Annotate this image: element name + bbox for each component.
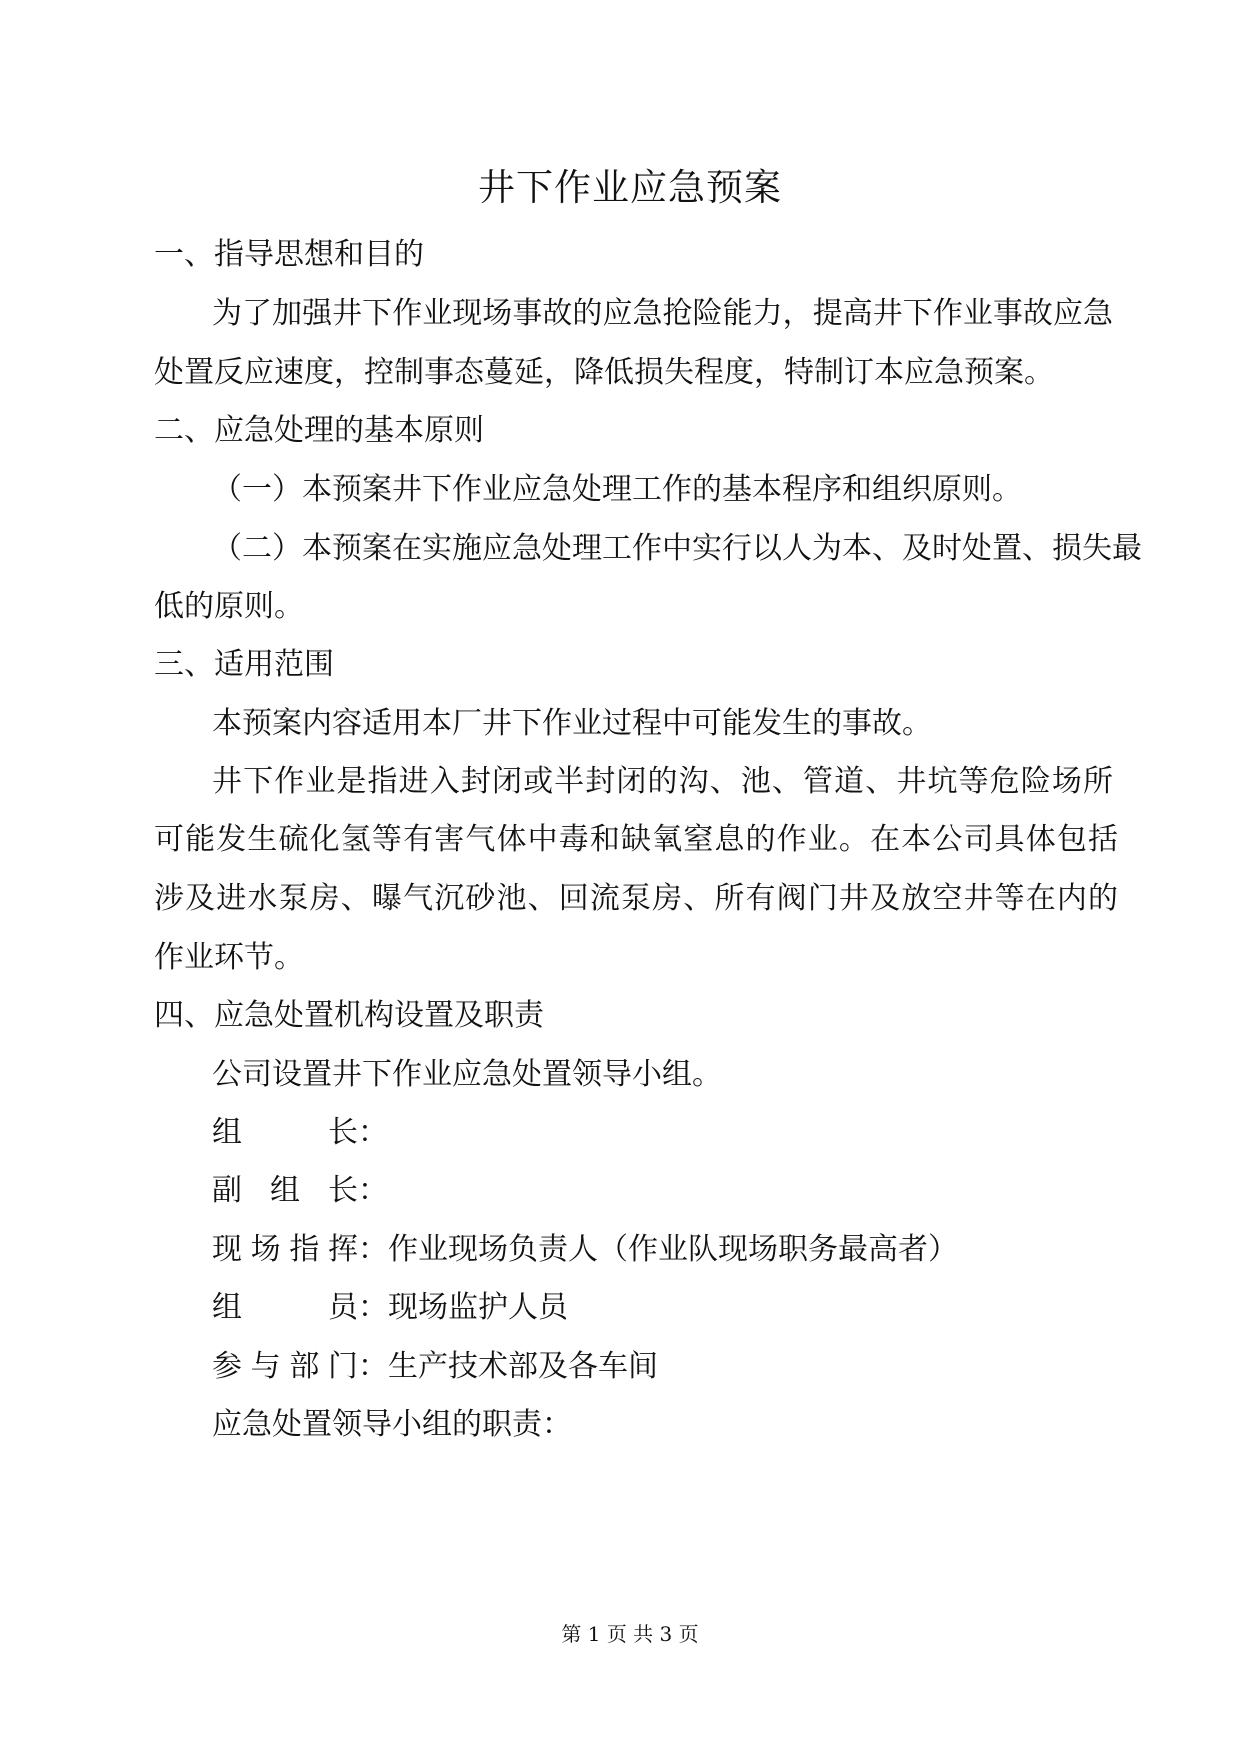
section-3-paragraph-2-line: 涉及进水泵房、曝气沉砂池、回流泵房、所有阀门井及放空井等在内的	[154, 881, 1118, 916]
member-row-departments	[212, 1345, 658, 1389]
section-3-paragraph-1: 本预案内容适用本厂井下作业过程中可能发生的事故。	[212, 706, 932, 741]
member-value: ：现场监护人员	[358, 1290, 568, 1325]
page-number: 第 1 页 共 3 页	[561, 1622, 699, 1646]
section-4-intro: 公司设置井下作业应急处置领导小组。	[212, 1057, 722, 1092]
member-value: ：	[358, 1115, 388, 1150]
section-4-heading: 四、应急处置机构设置及职责	[154, 998, 544, 1033]
member-label: 参与部门	[212, 1349, 358, 1384]
member-value: ：生产技术部及各车间	[358, 1349, 658, 1384]
section-3-paragraph-2-line: 作业环节。	[154, 940, 304, 975]
section-1-paragraph-line: 处置反应速度，控制事态蔓延，降低损失程度，特制订本应急预案。	[154, 355, 1054, 390]
document-title: 井下作业应急预案	[478, 166, 782, 209]
section-4-duties-heading: 应急处置领导小组的职责：	[212, 1407, 572, 1442]
member-value: ：作业现场负责人（作业队现场职务最高者）	[358, 1232, 958, 1267]
section-3-heading: 三、适用范围	[154, 647, 334, 682]
section-1-heading: 一、指导思想和目的	[154, 237, 424, 272]
member-label: 副组长	[212, 1173, 358, 1208]
member-row-deputy-leader	[212, 1169, 388, 1213]
section-2-item-1: （一）本预案井下作业应急处理工作的基本程序和组织原则。	[212, 472, 1022, 507]
member-label: 组员	[212, 1290, 358, 1325]
section-2-heading: 二、应急处理的基本原则	[154, 413, 484, 448]
section-2-item-2-line: （二）本预案在实施应急处理工作中实行以人为本、及时处置、损失最	[212, 531, 1142, 566]
section-2-item-2-line: 低的原则。	[154, 589, 304, 624]
member-value: ：	[358, 1173, 388, 1208]
member-label: 组长	[212, 1115, 358, 1150]
section-3-paragraph-2-line: 井下作业是指进入封闭或半封闭的沟、池、管道、井坑等危险场所	[212, 764, 1113, 799]
section-3-paragraph-2-line: 可能发生硫化氢等有害气体中毒和缺氧窒息的作业。在本公司具体包括	[154, 822, 1118, 857]
member-row-leader	[212, 1111, 388, 1155]
member-label: 现场指挥	[212, 1232, 358, 1267]
section-1-paragraph-line: 为了加强井下作业现场事故的应急抢险能力，提高井下作业事故应急	[212, 296, 1113, 331]
member-row-team-member	[212, 1286, 568, 1330]
member-row-site-commander	[212, 1228, 958, 1272]
